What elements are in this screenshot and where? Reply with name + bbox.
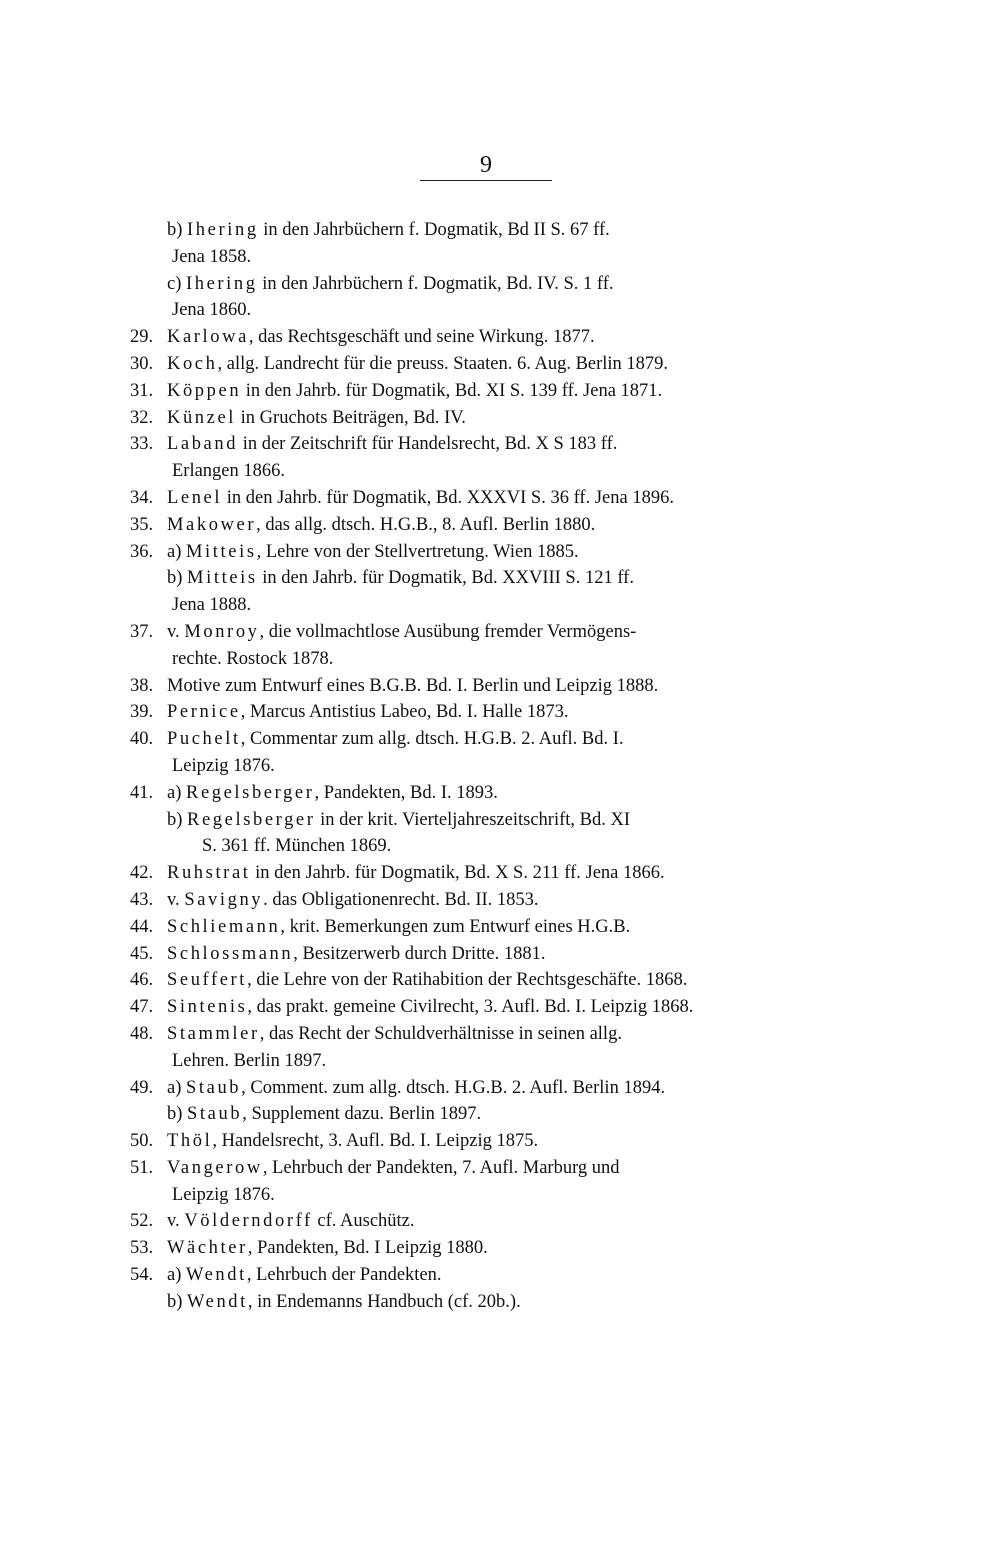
entry-text: [172, 1048, 326, 1075]
entry-details: , allg. Landrecht für die preuss. Staaten. 6. Aug. Berlin 1879.: [217, 353, 669, 374]
entry-details: S. 361 ff. München 1869.: [202, 836, 392, 857]
bibliography-line: [0, 699, 1000, 726]
entry-text: [167, 512, 595, 539]
entry-text: [167, 887, 539, 914]
entry-details: , Lehrbuch der Pandekten, 7. Aufl. Marburg und: [262, 1157, 620, 1178]
bibliography-line: [0, 1075, 1000, 1102]
bibliography-line: [0, 565, 1000, 592]
bibliography-line: [0, 726, 1000, 753]
bibliography-line: [0, 1021, 1000, 1048]
entry-details: , das allg. dtsch. H.G.B., 8. Aufl. Berlin 1880.: [256, 514, 596, 535]
entry-text: [167, 780, 498, 807]
entry-details: , Pandekten, Bd. I Leipzig 1880.: [247, 1238, 488, 1259]
bibliography-line: [0, 914, 1000, 941]
author-name: Karlowa: [167, 327, 249, 348]
entry-text: [167, 1021, 622, 1048]
entry-label: v.: [167, 621, 180, 642]
entry-number: 53.: [130, 1238, 154, 1259]
entry-number: 35.: [130, 514, 154, 535]
entry-text: [167, 1235, 488, 1262]
entry-details: in den Jahrbüchern f. Dogmatik, Bd II S. 67 ff.: [258, 220, 610, 240]
bibliography-line: [0, 592, 1000, 619]
entry-number: 42.: [130, 863, 154, 884]
entry-label: c): [167, 273, 182, 294]
entry-label: b): [167, 568, 183, 589]
entry-label: b): [167, 220, 183, 240]
author-name: Lenel: [167, 487, 223, 508]
entry-text: [167, 431, 617, 458]
author-name: Wendt: [186, 1265, 247, 1286]
entry-label: a): [167, 1077, 182, 1098]
entry-text: [172, 244, 251, 271]
entry-details: in der Zeitschrift für Handelsrecht, Bd. X S 183 ff.: [238, 434, 618, 455]
entry-text: [167, 807, 630, 834]
bibliography-line: [0, 217, 1000, 244]
entry-number: 51.: [130, 1157, 154, 1178]
entry-number: 43.: [130, 889, 154, 910]
entry-text: [167, 378, 662, 405]
page-number: 9: [480, 152, 492, 178]
bibliography-line: [0, 1182, 1000, 1209]
entry-details: Jena 1888.: [172, 595, 252, 616]
entry-number: 44.: [130, 916, 154, 937]
bibliography-line: [0, 351, 1000, 378]
bibliography-line: [0, 431, 1000, 458]
author-name: Völderndorff: [184, 1211, 313, 1232]
entry-text: [167, 1208, 415, 1235]
bibliography-list: [0, 217, 1000, 1316]
entry-text: [167, 271, 614, 298]
entry-text: [172, 753, 275, 780]
bibliography-line: [0, 539, 1000, 566]
bibliography-line: [0, 512, 1000, 539]
author-name: Köppen: [167, 380, 242, 401]
author-name: Regelsberger: [187, 809, 316, 830]
entry-number: 33.: [130, 434, 154, 455]
bibliography-line: [0, 1155, 1000, 1182]
author-name: Mitteis: [187, 568, 258, 589]
author-name: Makower: [167, 514, 257, 535]
entry-text: [167, 860, 665, 887]
entry-details: , Commentar zum allg. dtsch. H.G.B. 2. Aufl. Bd. I.: [240, 729, 624, 750]
bibliography-line: [0, 485, 1000, 512]
bibliography-line: [0, 673, 1000, 700]
bibliography-line: [0, 646, 1000, 673]
entry-text: [167, 673, 658, 700]
entry-details: , Lehre von der Stellvertretung. Wien 1885.: [256, 541, 579, 562]
entry-text: [167, 539, 579, 566]
entry-details: , Comment. zum allg. dtsch. H.G.B. 2. Aufl. Berlin 1894.: [241, 1077, 666, 1098]
entry-number: 30.: [130, 353, 154, 374]
entry-details: Leipzig 1876.: [172, 1184, 275, 1205]
entry-text: [172, 297, 251, 324]
entry-details: , das Recht der Schuldverhältnisse in seinen allg.: [259, 1023, 622, 1044]
entry-text: [167, 967, 687, 994]
entry-details: . das Obligationenrecht. Bd. II. 1853.: [263, 889, 539, 910]
entry-text: [167, 565, 634, 592]
entry-details: , das prakt. gemeine Civilrecht, 3. Aufl. Bd. I. Leipzig 1868.: [247, 997, 694, 1018]
entry-text: [172, 592, 251, 619]
entry-text: [167, 699, 569, 726]
entry-details: Jena 1858.: [172, 246, 252, 267]
entry-details: Motive zum Entwurf eines B.G.B. Bd. I. Berlin und Leipzig 1888.: [167, 675, 659, 696]
entry-label: b): [167, 1291, 183, 1312]
bibliography-line: [0, 887, 1000, 914]
entry-text: [167, 1289, 521, 1316]
page-number-rule: [420, 180, 552, 181]
entry-details: in den Jahrb. für Dogmatik, Bd. XXVIII S. 121 ff.: [257, 568, 634, 589]
entry-number: 32.: [130, 407, 154, 428]
entry-details: in den Jahrb. für Dogmatik, Bd. XI S. 139 ff. Jena 1871.: [241, 380, 663, 401]
entry-details: , Lehrbuch der Pandekten.: [246, 1265, 442, 1286]
entry-details: , krit. Bemerkungen zum Entwurf eines H.G.B.: [280, 916, 631, 937]
entry-number: 52.: [130, 1211, 154, 1232]
author-name: Savigny: [184, 889, 264, 910]
entry-details: , Pandekten, Bd. I. 1893.: [314, 782, 498, 803]
entry-number: 38.: [130, 675, 154, 696]
entry-text: [167, 941, 546, 968]
entry-number: 50.: [130, 1131, 154, 1152]
entry-text: [172, 646, 333, 673]
entry-text: [167, 726, 624, 753]
entry-details: in Gruchots Beiträgen, Bd. IV.: [236, 407, 466, 428]
entry-details: rechte. Rostock 1878.: [172, 648, 334, 669]
author-name: Stammler: [167, 1023, 260, 1044]
bibliography-line: [0, 941, 1000, 968]
entry-label: b): [167, 809, 183, 830]
author-name: Regelsberger: [186, 782, 315, 803]
entry-details: , die Lehre von der Ratihabition der Rechtsgeschäfte. 1868.: [247, 970, 688, 991]
bibliography-line: [0, 458, 1000, 485]
author-name: Laband: [167, 434, 239, 455]
author-name: Ihering: [186, 273, 258, 294]
author-name: Pernice: [167, 702, 241, 723]
bibliography-line: [0, 1128, 1000, 1155]
author-name: Wächter: [167, 1238, 248, 1259]
entry-text: [167, 914, 630, 941]
entry-number: 47.: [130, 997, 154, 1018]
entry-details: in den Jahrbüchern f. Dogmatik, Bd. IV. S. 1 ff.: [257, 273, 614, 294]
bibliography-line: [0, 1101, 1000, 1128]
entry-text: [167, 1101, 481, 1128]
bibliography-line: [0, 297, 1000, 324]
entry-number: 31.: [130, 380, 154, 401]
author-name: Sintenis: [167, 997, 248, 1018]
bibliography-line: [0, 994, 1000, 1021]
entry-text: [167, 994, 693, 1021]
bibliography-line: [0, 271, 1000, 298]
bibliography-line: [0, 753, 1000, 780]
bibliography-line: [0, 807, 1000, 834]
entry-details: in der krit. Vierteljahreszeitschrift, Bd. XI: [315, 809, 631, 830]
entry-details: Erlangen 1866.: [172, 461, 286, 482]
author-name: Staub: [187, 1104, 243, 1125]
entry-details: , Besitzerwerb durch Dritte. 1881.: [293, 943, 546, 964]
entry-label: v.: [167, 889, 180, 910]
entry-number: 41.: [130, 782, 154, 803]
entry-label: v.: [167, 1211, 180, 1232]
entry-label: b): [167, 1104, 183, 1125]
entry-number: 37.: [130, 621, 154, 642]
entry-text: [167, 217, 610, 244]
author-name: Schliemann: [167, 916, 281, 937]
entry-details: , in Endemanns Handbuch (cf. 20b.).: [247, 1291, 521, 1312]
bibliography-line: [0, 780, 1000, 807]
entry-details: Jena 1860.: [172, 300, 252, 321]
bibliography-line: [0, 833, 1000, 860]
bibliography-line: [0, 1289, 1000, 1316]
bibliography-line: [0, 967, 1000, 994]
entry-details: , Handelsrecht, 3. Aufl. Bd. I. Leipzig 1875.: [212, 1131, 539, 1152]
entry-details: Leipzig 1876.: [172, 755, 275, 776]
entry-number: 49.: [130, 1077, 154, 1098]
entry-text: [167, 1262, 442, 1289]
entry-number: 36.: [130, 541, 154, 562]
author-name: Puchelt: [167, 729, 241, 750]
author-name: Ruhstrat: [167, 863, 251, 884]
entry-text: [167, 351, 668, 378]
bibliography-line: [0, 1235, 1000, 1262]
entry-number: 40.: [130, 729, 154, 750]
entry-text: [172, 1182, 275, 1209]
entry-number: 48.: [130, 1023, 154, 1044]
entry-number: 45.: [130, 943, 154, 964]
bibliography-line: [0, 324, 1000, 351]
author-name: Schlossmann: [167, 943, 294, 964]
entry-details: , Supplement dazu. Berlin 1897.: [242, 1104, 482, 1125]
entry-label: a): [167, 541, 182, 562]
entry-details: in den Jahrb. für Dogmatik, Bd. X S. 211 ff. Jena 1866.: [250, 863, 665, 884]
entry-number: 29.: [130, 327, 154, 348]
author-name: Wendt: [187, 1291, 248, 1312]
entry-text: [167, 619, 636, 646]
entry-text: [202, 833, 391, 860]
entry-number: 46.: [130, 970, 154, 991]
entry-details: cf. Auschütz.: [312, 1211, 415, 1232]
entry-number: 34.: [130, 487, 154, 508]
bibliography-line: [0, 860, 1000, 887]
entry-label: a): [167, 782, 182, 803]
entry-text: [167, 1128, 538, 1155]
bibliography-line: [0, 619, 1000, 646]
entry-label: a): [167, 1265, 182, 1286]
author-name: Seuffert: [167, 970, 248, 991]
bibliography-line: [0, 1208, 1000, 1235]
entry-details: in den Jahrb. für Dogmatik, Bd. XXXVI S. 36 ff. Jena 1896.: [222, 487, 674, 508]
author-name: Künzel: [167, 407, 237, 428]
author-name: Staub: [186, 1077, 242, 1098]
author-name: Mitteis: [186, 541, 257, 562]
author-name: Thöl: [167, 1131, 213, 1152]
author-name: Ihering: [187, 220, 259, 240]
author-name: Vangerow: [167, 1157, 263, 1178]
bibliography-line: [0, 405, 1000, 432]
entry-details: , Marcus Antistius Labeo, Bd. I. Halle 1873.: [240, 702, 569, 723]
entry-text: [167, 1155, 620, 1182]
bibliography-line: [0, 244, 1000, 271]
bibliography-line: [0, 378, 1000, 405]
author-name: Koch: [167, 353, 218, 374]
entry-text: [172, 458, 285, 485]
bibliography-line: [0, 1048, 1000, 1075]
entry-text: [167, 324, 595, 351]
entry-details: Lehren. Berlin 1897.: [172, 1050, 327, 1071]
entry-text: [167, 1075, 665, 1102]
entry-details: , das Rechtsgeschäft und seine Wirkung. 1877.: [248, 327, 595, 348]
entry-text: [167, 485, 674, 512]
entry-text: [167, 405, 466, 432]
author-name: Monroy: [184, 621, 260, 642]
entry-number: 54.: [130, 1265, 154, 1286]
entry-number: 39.: [130, 702, 154, 723]
bibliography-line: [0, 1262, 1000, 1289]
entry-details: , die vollmachtlose Ausübung fremder Vermögens-: [259, 621, 637, 642]
